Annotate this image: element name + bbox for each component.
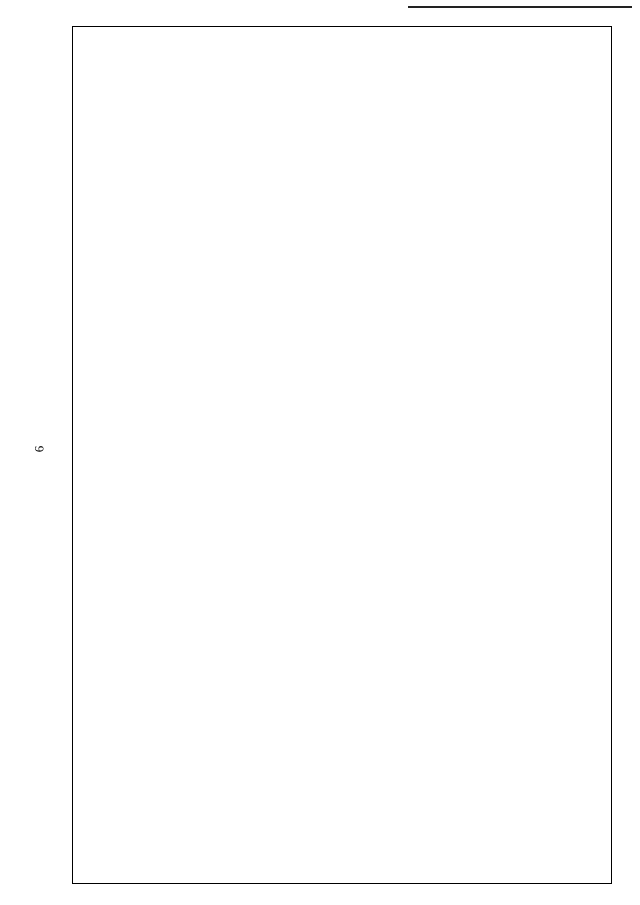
page-number: 6 xyxy=(31,445,47,453)
targets-table-frame xyxy=(72,26,612,884)
scan-edge-line xyxy=(408,6,632,8)
